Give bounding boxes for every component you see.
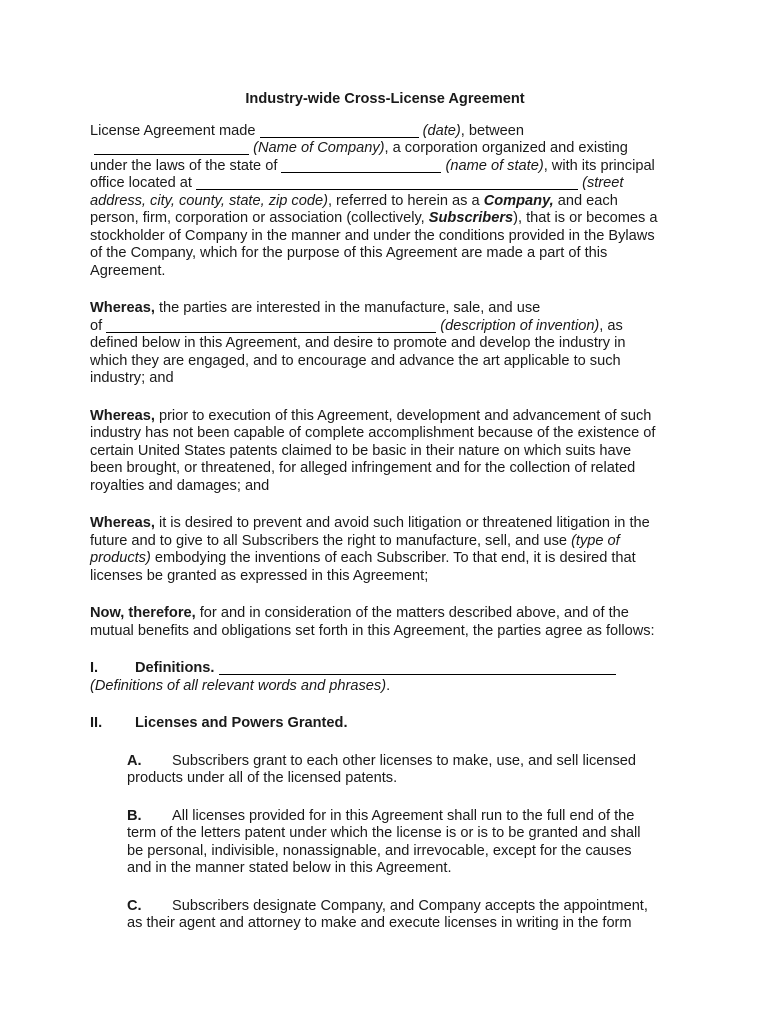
text-segment: embodying the inventions of each Subscriber. To that end, it is desired that [150, 550, 636, 566]
text-segment: certain United States patents claimed to be basic in their nature on which suits have [90, 442, 632, 459]
text-line [127, 915, 680, 933]
text-segment: Whereas, [90, 515, 159, 531]
text-segment: future and to give to all Subscribers the right to manufacture, sell, and use [90, 532, 572, 549]
text-segment: , with its principal [543, 157, 655, 174]
list-label: A. [127, 752, 142, 769]
text-segment: Subscribers designate Company, and Company accepts the appointment, [172, 897, 648, 914]
text-segment: Now, therefore, [90, 605, 200, 621]
document-body [90, 123, 680, 933]
text-segment: been brought, or threatened, for alleged infringement and for the collection of related [90, 460, 636, 476]
fill-in-blank [196, 188, 578, 190]
text-segment: (Definitions of all relevant words and phrases) [90, 677, 387, 694]
fill-in-blank [260, 136, 419, 138]
text-line [90, 335, 680, 353]
text-segment: for and in consideration of the matters described above, and of the [199, 605, 629, 621]
text-segment: Company, [483, 192, 554, 209]
text-segment: (type of [571, 532, 620, 549]
text-line [90, 123, 680, 141]
text-line [90, 370, 680, 388]
text-line [90, 550, 680, 568]
text-segment: Subscribers [428, 210, 514, 226]
list-label: I. [90, 660, 99, 676]
text-line [90, 533, 680, 551]
text-line [90, 460, 680, 478]
list-label: C. [127, 897, 142, 914]
text-segment: and in the manner stated below in this Agreement. [127, 860, 452, 876]
text-segment: it is desired to prevent and avoid such litigation or threatened litigation in the [158, 515, 650, 531]
text-line [90, 443, 680, 461]
text-segment: ), that is or becomes a [513, 210, 658, 226]
text-segment: defined below in this Agreement, and desire to promote and develop the industry in [90, 335, 626, 351]
text-segment: All licenses provided for in this Agreement shall run to the full end of the [172, 807, 635, 824]
text-line [90, 623, 680, 641]
text-line [90, 263, 680, 281]
list-label: II. [90, 715, 103, 731]
text-segment: royalties and damages; and [90, 477, 270, 494]
text-segment: mutual benefits and obligations set forth in this Agreement, the parties agree as follows: [90, 622, 655, 639]
paragraph [90, 300, 680, 388]
text-segment: industry; and [90, 370, 174, 386]
text-segment: Licenses and Powers Granted. [135, 715, 348, 731]
fill-in-blank [219, 673, 616, 675]
text-line [90, 175, 680, 193]
list-label: B. [127, 807, 142, 824]
text-segment: licenses be granted as expressed in this Agreement; [90, 567, 429, 584]
text-segment: , as [599, 317, 623, 334]
text-segment: office located at [90, 175, 197, 191]
text-segment: person, firm, corporation or association (collectively, [90, 210, 429, 226]
text-line [90, 245, 680, 263]
text-line [90, 605, 680, 623]
text-line [90, 568, 680, 586]
text-segment: products) [90, 550, 151, 566]
text-line [90, 678, 680, 696]
text-line [90, 515, 680, 533]
text-line [127, 753, 680, 771]
text-line [90, 318, 680, 336]
text-segment: . [386, 677, 391, 694]
text-segment: , referred to herein as a [327, 192, 484, 209]
text-segment: stockholder of Company in the manner and under the conditions provided in the Bylaws [90, 227, 655, 244]
paragraph [90, 605, 680, 640]
text-segment: prior to execution of this Agreement, development and advancement of such [158, 407, 652, 424]
text-segment: be personal, indivisible, nonassignable, and irrevocable, except for the causes [127, 842, 632, 859]
text-line [90, 228, 680, 246]
text-segment: as their agent and attorney to make and execute licenses in writing in the form [127, 915, 632, 931]
text-segment: , a corporation organized and existing [384, 140, 628, 156]
text-segment: products under all of the licensed patents. [127, 770, 398, 786]
text-segment: License Agreement made [90, 122, 260, 139]
paragraph [90, 515, 680, 585]
text-segment: Whereas, [90, 300, 159, 316]
text-line [90, 140, 680, 158]
paragraph [90, 123, 680, 281]
paragraph [90, 808, 680, 878]
text-line [127, 898, 680, 916]
paragraph [90, 715, 680, 733]
fill-in-blank [106, 331, 436, 333]
text-line [90, 353, 680, 371]
text-segment: term of the letters patent under which the license is or is to be granted and shall [127, 825, 641, 841]
paragraph [90, 898, 680, 933]
text-line [90, 715, 680, 733]
text-line [90, 478, 680, 496]
text-line [127, 825, 680, 843]
paragraph [90, 660, 680, 695]
paragraph [90, 753, 680, 788]
text-segment: (Name of Company) [253, 140, 385, 156]
text-segment: and each [553, 192, 618, 209]
text-segment: under the laws of the state of [90, 157, 282, 174]
fill-in-blank [281, 171, 441, 173]
text-line [127, 843, 680, 861]
text-segment: Whereas, [90, 407, 159, 424]
text-line [127, 860, 680, 878]
text-segment: of the Company, which for the purpose of this Agreement are made a part of this [90, 245, 608, 261]
document-title: Industry-wide Cross-License Agreement [245, 91, 525, 107]
text-segment: Subscribers grant to each other licenses to make, use, and sell licensed [172, 752, 637, 769]
text-line [127, 770, 680, 788]
text-line [90, 408, 680, 426]
text-line [90, 210, 680, 228]
text-segment: the parties are interested in the manufacture, sale, and use [158, 300, 541, 316]
text-segment: of [90, 317, 107, 334]
text-line [90, 425, 680, 443]
text-line [90, 300, 680, 318]
paragraph [90, 408, 680, 496]
text-line [90, 660, 680, 678]
text-line [90, 193, 680, 211]
text-line [90, 158, 680, 176]
text-segment: , between [460, 122, 525, 139]
text-segment: (date) [422, 122, 461, 139]
text-segment: Agreement. [90, 262, 166, 279]
text-segment: (description of invention) [440, 317, 600, 334]
text-segment: Definitions. [135, 660, 219, 676]
text-segment: (street [582, 175, 624, 191]
fill-in-blank [94, 153, 249, 155]
text-segment: industry has not been capable of complete accomplishment because of the existence of [90, 425, 656, 441]
text-segment: (name of state) [445, 157, 544, 174]
text-segment: which they are engaged, and to encourage and advance the art applicable to such [90, 352, 621, 369]
text-line [127, 808, 680, 826]
text-segment: address, city, county, state, zip code) [90, 192, 328, 209]
